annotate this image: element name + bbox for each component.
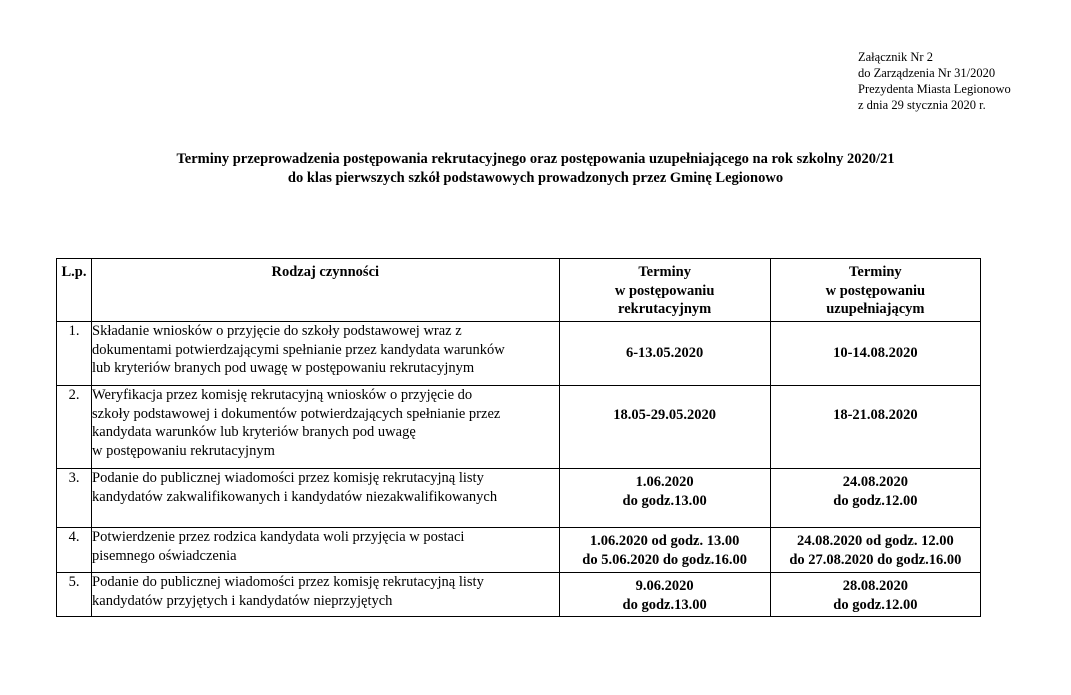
activity-cell: Weryfikacja przez komisję rekrutacyjną wniosków o przyjęcie do szkoły podstawowej i dokumentów potwierdzających spełnianie przez kandydata warunków lub kryteriów branych pod uwagę w postępowaniu rekrutacyjnym [92,386,560,469]
annex-date: z dnia 29 stycznia 2020 r. [858,98,986,112]
supplementary-term-cell: 24.08.2020 od godz. 12.00 do 27.08.2020 do godz.16.00 [770,528,980,573]
table-row [57,469,981,528]
supplementary-term-cell: 18-21.08.2020 [770,386,980,469]
annex-number: Załącznik Nr 2 [858,50,933,64]
document-title [0,150,1071,188]
row-number: 5. [57,573,92,617]
table-row [57,573,981,617]
supplementary-term-cell: 24.08.2020 do godz.12.00 [770,469,980,528]
header-supplementary-terms: Terminy w postępowaniu uzupełniającym [770,259,980,322]
header-recruitment-terms: Terminy w postępowaniu rekrutacyjnym [559,259,770,322]
activity-cell: Składanie wniosków o przyjęcie do szkoły podstawowej wraz z dokumentami potwierdzającymi spełnianie przez kandydata warunków lub kryteriów branych pod uwagę w postępowaniu rekrutacyjnym [92,322,560,386]
activity-cell: Potwierdzenie przez rodzica kandydata woli przyjęcia w postaci pisemnego oświadczenia [92,528,560,573]
header-lp: L.p. [57,259,92,322]
activity-cell: Podanie do publicznej wiadomości przez komisję rekrutacyjną listy kandydatów zakwalifikowanych i kandydatów niezakwalifikowanych [92,469,560,528]
schedule-table [56,258,981,617]
supplementary-term-cell: 28.08.2020 do godz.12.00 [770,573,980,617]
row-number: 1. [57,322,92,386]
annex-ordinance: do Zarządzenia Nr 31/2020 [858,66,996,80]
annex-issuer: Prezydenta Miasta Legionowo [858,82,1011,96]
recruitment-term-cell: 1.06.2020 od godz. 13.00 do 5.06.2020 do godz.16.00 [559,528,770,573]
row-number: 4. [57,528,92,573]
recruitment-term-cell: 1.06.2020 do godz.13.00 [559,469,770,528]
recruitment-term-cell: 6-13.05.2020 [559,322,770,386]
table-row [57,528,981,573]
header-activity: Rodzaj czynności [92,259,560,322]
activity-cell: Podanie do publicznej wiadomości przez komisję rekrutacyjną listy kandydatów przyjętych i kandydatów nieprzyjętych [92,573,560,617]
supplementary-term-cell: 10-14.08.2020 [770,322,980,386]
recruitment-term-cell: 9.06.2020 do godz.13.00 [559,573,770,617]
annex-reference [858,49,1011,113]
row-number: 2. [57,386,92,469]
table-row [57,386,981,469]
table-row [57,322,981,386]
table-header-row [57,259,981,322]
recruitment-term-cell: 18.05-29.05.2020 [559,386,770,469]
document-title-line-2: do klas pierwszych szkół podstawowych prowadzonych przez Gminę Legionowo [287,170,784,186]
row-number: 3. [57,469,92,528]
document-title-line-1: Terminy przeprowadzenia postępowania rekrutacyjnego oraz postępowania uzupełniającego na rok szkolny 2020/21 [176,151,895,167]
